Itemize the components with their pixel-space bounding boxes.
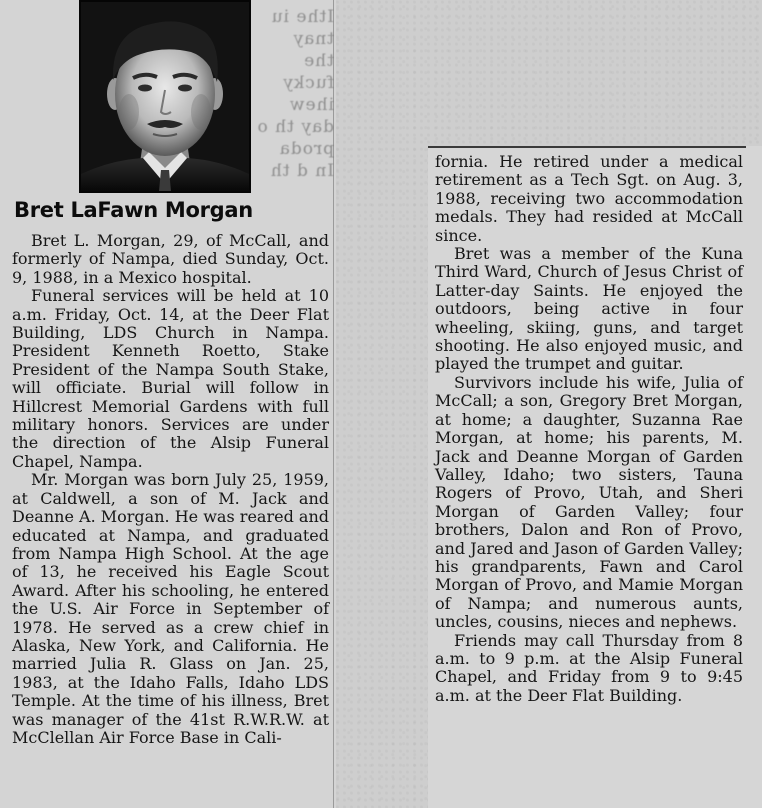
paragraph-death-notice: Bret L. Morgan, 29, of McCall, and formerly of Nampa, died Sunday, Oct. 9, 1988, in a Mexico hospital. [12, 231, 329, 287]
paragraph-biography: Mr. Morgan was born July 25, 1959, at Caldwell, a son of M. Jack and Deanne A. Morgan. He was reared and educated at Nampa, and graduated from Nampa High School. At the age of 13, he received his Eagle Scout Award. After his schooling, he entered the U.S. Air Force in September of 1978. He served as a crew chief in Alaska, New York, and California. He married Julia R. Glass on Jan. 25, 1983, at the Idaho Falls, Idaho LDS Temple. At the time of his illness, Bret was manager of the 41st R.W.R.W. at McClellan Air Force Base in Cali- [12, 470, 329, 747]
paragraph-funeral-services: Funeral services will be held at 10 a.m. Friday, Oct. 14, at the Deer Flat Building, LDS Church in Nampa. President Kenneth Roetto, Stake President of the Nampa South Stake, will officiate. Burial will follow in Hillcrest Memorial Gardens with full military honors. Services are under the direction of the Alsip Funeral Chapel, Nampa. [12, 286, 329, 471]
bleed-through-text: Ithe iu tnay the fucky ihew day th o proda In d th [256, 7, 334, 181]
paragraph-survivors: Survivors include his wife, Julia of McCall; a son, Gregory Bret Morgan, at home; a daughter, Suzanna Rae Morgan, at home; his parents, M. Jack and Deanne Morgan of Garden Valley, Idaho; two sisters, Tauna Rogers of Provo, Utah, and Sheri Morgan of Garden Valley; four brothers, Dalon and Ron of Provo, and Jared and Jason of Garden Valley; his grandparents, Fawn and Carol Morgan of Provo, and Mamie Morgan of Nampa; and numerous aunts, uncles, cousins, nieces and nephews. [435, 372, 743, 632]
obituary-headline: Bret LaFawn Morgan [14, 198, 253, 222]
paragraph-church-hobbies: Bret was a member of the Kuna Third Ward, Church of Jesus Christ of Latter-day Saints. He enjoyed the outdoors, being active in four wheeling, skiing, guns, and target shooting. He also enjoyed music, and played the trumpet and guitar. [435, 244, 743, 374]
obituary-right-column [435, 153, 743, 705]
portrait-photo [79, 0, 251, 193]
obituary-left-column [12, 232, 329, 747]
paragraph-visitation: Friends may call Thursday from 8 a.m. to 9 p.m. at the Alsip Funeral Chapel, and Friday from 9 to 9:45 a.m. at the Deer Flat Building. [435, 630, 743, 705]
column-top-rule [428, 146, 746, 148]
paragraph-military-retirement: fornia. He retired under a medical retirement as a Tech Sgt. on Aug. 3, 1988, receiving two accommodation medals. They had resided at McCall since. [435, 152, 743, 245]
